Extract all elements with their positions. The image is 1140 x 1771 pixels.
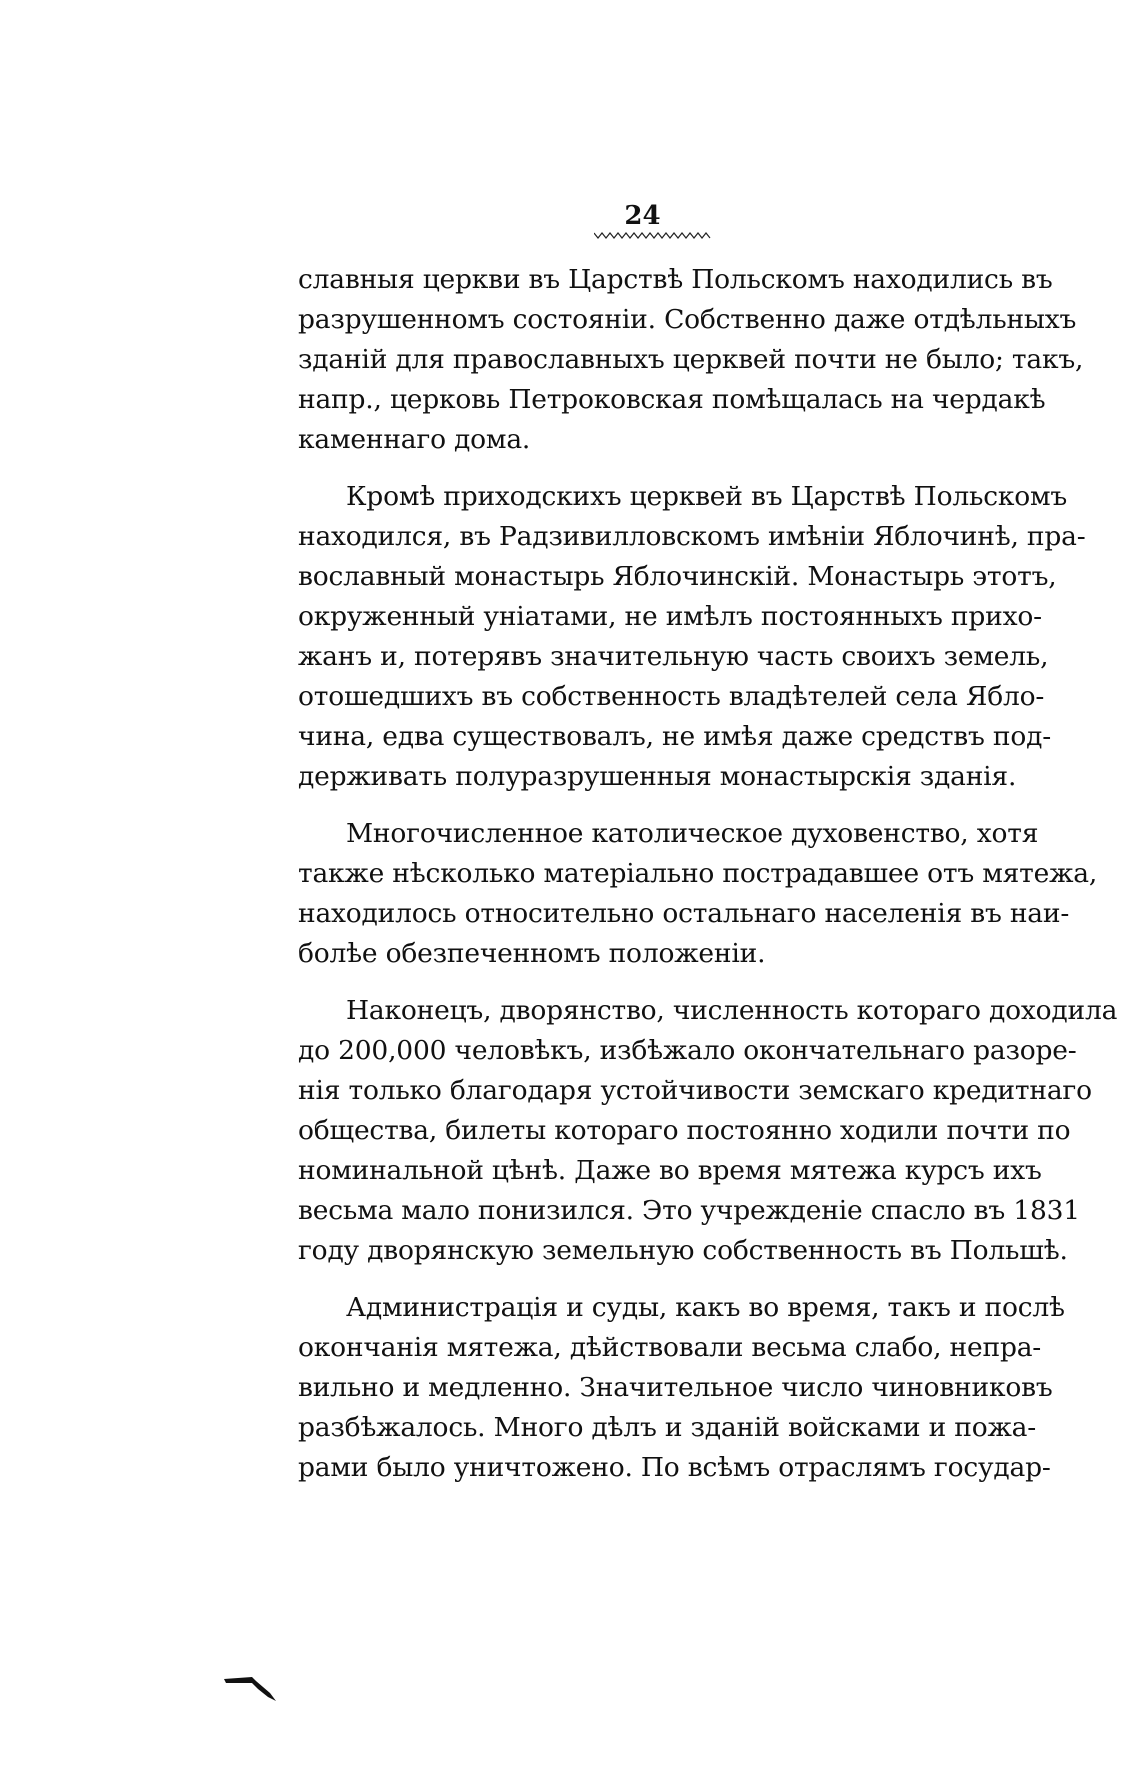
text-line: нiя только благодаря устойчивости земскаго кредитнаго <box>298 1075 1092 1106</box>
text-line: весьма мало понизился. Это учрежденiе спасло въ 1831 <box>298 1195 1080 1226</box>
text-line: болѣе обезпеченномъ положенiи. <box>298 938 766 969</box>
text-line: до 200,000 человѣкъ, избѣжало окончательнаго разоре- <box>298 1035 1077 1066</box>
text-line: отошедшихъ въ собственность владѣтелей села Ябло- <box>298 681 1045 712</box>
text-line: Кромѣ приходскихъ церквей въ Царствѣ Польскомъ <box>346 481 1068 512</box>
text-line: номинальной цѣнѣ. Даже во время мятежа курсъ ихъ <box>298 1155 1042 1186</box>
text-line: Наконецъ, дворянство, численность котораго доходила <box>346 995 1118 1026</box>
text-line: рами было уничтожено. По всѣмъ отраслямъ государ- <box>298 1452 1051 1483</box>
page-number: 24 <box>624 201 661 231</box>
text-line: вильно и медленно. Значительное число чиновниковъ <box>298 1372 1053 1403</box>
text-line: находилось относительно остальнаго населенiя въ наи- <box>298 898 1070 929</box>
text-line: находился, въ Радзивилловскомъ имѣнiи Яблочинѣ, пра- <box>298 521 1086 552</box>
body-text <box>298 260 1118 1505</box>
text-line: также нѣсколько матерiально пострадавшее отъ мятежа, <box>298 858 1098 889</box>
text-line: зданiй для православныхъ церквей почти не было; такъ, <box>298 344 1084 375</box>
text-line: держивать полуразрушенныя монастырскiя зданiя. <box>298 761 1017 792</box>
text-line: каменнаго дома. <box>298 424 531 455</box>
text-line: окончанiя мятежа, дѣйствовали весьма слабо, непра- <box>298 1332 1042 1363</box>
paragraph-1 <box>298 260 1084 460</box>
text-line: чина, едва существовалъ, не имѣя даже средствъ под- <box>298 721 1051 752</box>
text-line: окруженный унiатами, не имѣлъ постоянныхъ прихо- <box>298 601 1042 632</box>
scan-corner-mark <box>222 1671 282 1707</box>
page-number-ornament <box>594 230 712 240</box>
text-line: славныя церкви въ Царствѣ Польскомъ находились въ <box>298 264 1053 295</box>
paragraph-3 <box>298 814 1098 974</box>
text-line: общества, билеты котораго постоянно ходили почти по <box>298 1115 1071 1146</box>
text-line: напр., церковь Петроковская помѣщалась на чердакѣ <box>298 384 1046 415</box>
text-line: году дворянскую земельную собственность въ Польшѣ. <box>298 1235 1068 1266</box>
paragraph-5 <box>298 1288 1065 1488</box>
text-line: разрушенномъ состоянiи. Собственно даже отдѣльныхъ <box>298 304 1077 335</box>
text-line: разбѣжалось. Много дѣлъ и зданiй войсками и пожа- <box>298 1412 1037 1443</box>
text-line: Многочисленное католическое духовенство, хотя <box>346 818 1039 849</box>
paragraph-4 <box>298 991 1118 1271</box>
text-line: жанъ и, потерявъ значительную часть своихъ земель, <box>298 641 1049 672</box>
text-line: вославный монастырь Яблочинскiй. Монастырь этотъ, <box>298 561 1057 592</box>
paragraph-2 <box>298 477 1086 797</box>
text-line: Администрацiя и суды, какъ во время, такъ и послѣ <box>346 1292 1065 1323</box>
